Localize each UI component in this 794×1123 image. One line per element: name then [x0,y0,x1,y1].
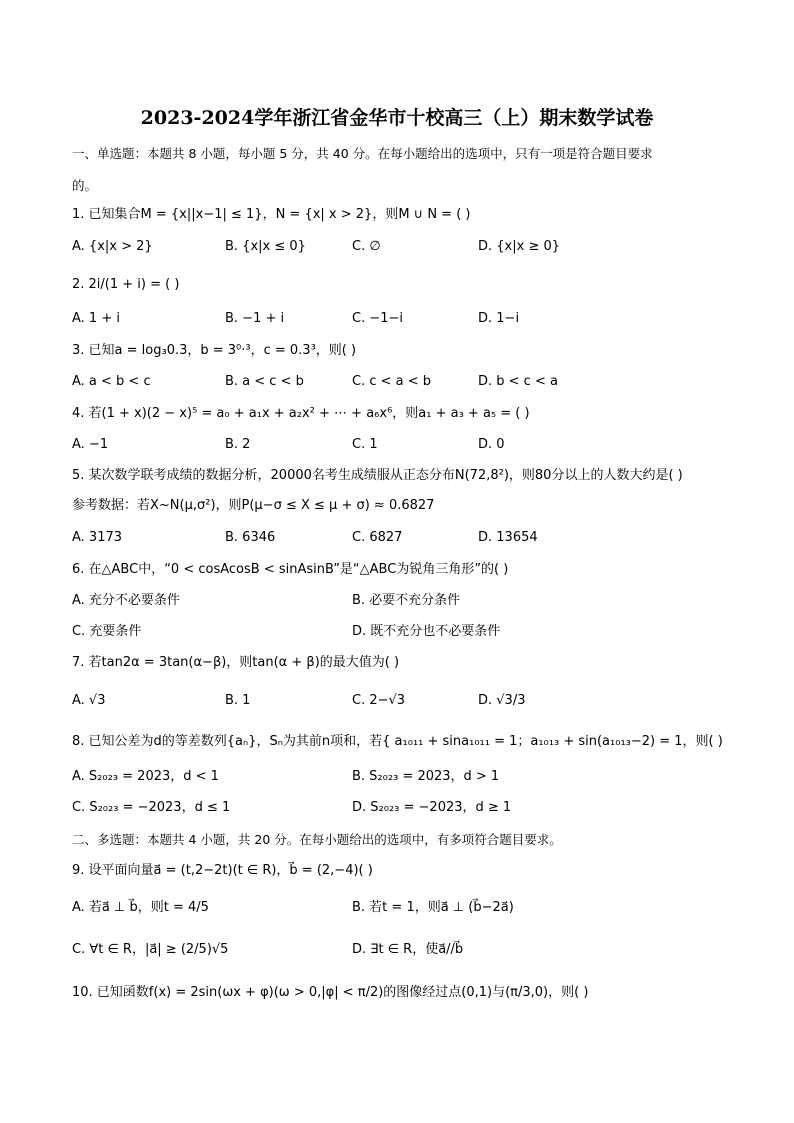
section2-heading: 二、多选题：本题共 4 小题，共 20 分。在每小题给出的选项中，有多项符合题目要求。 [72,832,562,847]
q8-option-d: D. S₂₀₂₃ = −2023，d ≥ 1 [352,800,512,815]
question-1: 1. 已知集合M = {x||x−1| ≤ 1}，N = {x| x > 2}，则M ∪ N = ( ) [72,207,471,222]
question-10: 10. 已知函数f(x) = 2sin(ωx + φ)(ω > 0,|φ| < π/2)的图像经过点(0,1)与(π/3,0)，则( ) [72,985,589,1000]
q1-option-b: B. {x|x ≤ 0} [225,239,306,254]
q8-option-a: A. S₂₀₂₃ = 2023，d < 1 [72,769,219,784]
q6-option-c: C. 充要条件 [72,624,142,639]
q7-option-a: A. √3 [72,693,106,708]
page-title: 2023-2024学年浙江省金华市十校高三（上）期末数学试卷 [140,107,654,129]
q4-option-a: A. −1 [72,437,109,452]
question-2: 2. 2i/(1 + i) = ( ) [72,277,180,292]
q6-option-b: B. 必要不充分条件 [352,593,461,608]
q9-option-b: B. 若t = 1，则a⃗ ⊥ (b⃗−2a⃗) [352,900,514,915]
question-4: 4. 若(1 + x)(2 − x)⁵ = a₀ + a₁x + a₂x² + ⋯ + a₆x⁶，则a₁ + a₃ + a₅ = ( ) [72,406,530,421]
q6-option-a: A. 充分不必要条件 [72,593,180,608]
q9-option-d: D. ∃t ∈ R，使a⃗//b⃗ [352,942,464,957]
q2-option-d: D. 1−i [478,311,520,326]
question-5: 5. 某次数学联考成绩的数据分析，20000名考生成绩服从正态分布N(72,8²)，则80分以上的人数大约是( ) [72,468,683,483]
section1-heading: 一、单选题：本题共 8 小题，每小题 5 分，共 40 分。在每小题给出的选项中，只有一项是符合题目要求 [72,146,653,161]
question-8: 8. 已知公差为d的等差数列{aₙ}，Sₙ为其前n项和，若{ a₁₀₁₁ + sina₁₀₁₁ = 1；a₁₀₁₃ + sin(a₁₀₁₃−2) = 1，则( ) [72,734,723,749]
q4-option-b: B. 2 [225,437,251,452]
section1-heading-cont: 的。 [72,178,98,193]
q7-option-d: D. √3/3 [478,693,526,708]
question-5-reference: 参考数据：若X~N(μ,σ²)，则P(μ−σ ≤ X ≤ μ + σ) ≈ 0.6827 [72,498,435,513]
q8-option-c: C. S₂₀₂₃ = −2023，d ≤ 1 [72,800,231,815]
q5-option-a: A. 3173 [72,530,123,545]
q2-option-a: A. 1 + i [72,311,120,326]
question-9: 9. 设平面向量a⃗ = (t,2−2t)(t ∈ R)，b⃗ = (2,−4)( ) [72,863,373,878]
q4-option-c: C. 1 [352,437,378,452]
q7-option-b: B. 1 [225,693,251,708]
q2-option-b: B. −1 + i [225,311,285,326]
q5-option-c: C. 6827 [352,530,403,545]
q3-option-d: D. b < c < a [478,374,558,389]
q3-option-c: C. c < a < b [352,374,432,389]
q1-option-a: A. {x|x > 2} [72,239,153,254]
q7-option-c: C. 2−√3 [352,693,406,708]
q4-option-d: D. 0 [478,437,505,452]
q5-option-d: D. 13654 [478,530,538,545]
q9-option-a: A. 若a⃗ ⊥ b⃗，则t = 4/5 [72,900,209,915]
q6-option-d: D. 既不充分也不必要条件 [352,624,501,639]
q1-option-c: C. ∅ [352,239,381,254]
question-3: 3. 已知a = log₃0.3，b = 3⁰·³，c = 0.3³，则( ) [72,343,357,358]
q1-option-d: D. {x|x ≥ 0} [478,239,561,254]
q3-option-a: A. a < b < c [72,374,151,389]
q5-option-b: B. 6346 [225,530,276,545]
q8-option-b: B. S₂₀₂₃ = 2023，d > 1 [352,769,500,784]
q9-option-c: C. ∀t ∈ R，|a⃗| ≥ (2/5)√5 [72,942,229,957]
question-7: 7. 若tan2α = 3tan(α−β)，则tan(α + β)的最大值为( ) [72,655,400,670]
q2-option-c: C. −1−i [352,311,404,326]
q3-option-b: B. a < c < b [225,374,304,389]
question-6: 6. 在△ABC中，“0 < cosAcosB < sinAsinB”是“△ABC为锐角三角形”的( ) [72,562,509,577]
